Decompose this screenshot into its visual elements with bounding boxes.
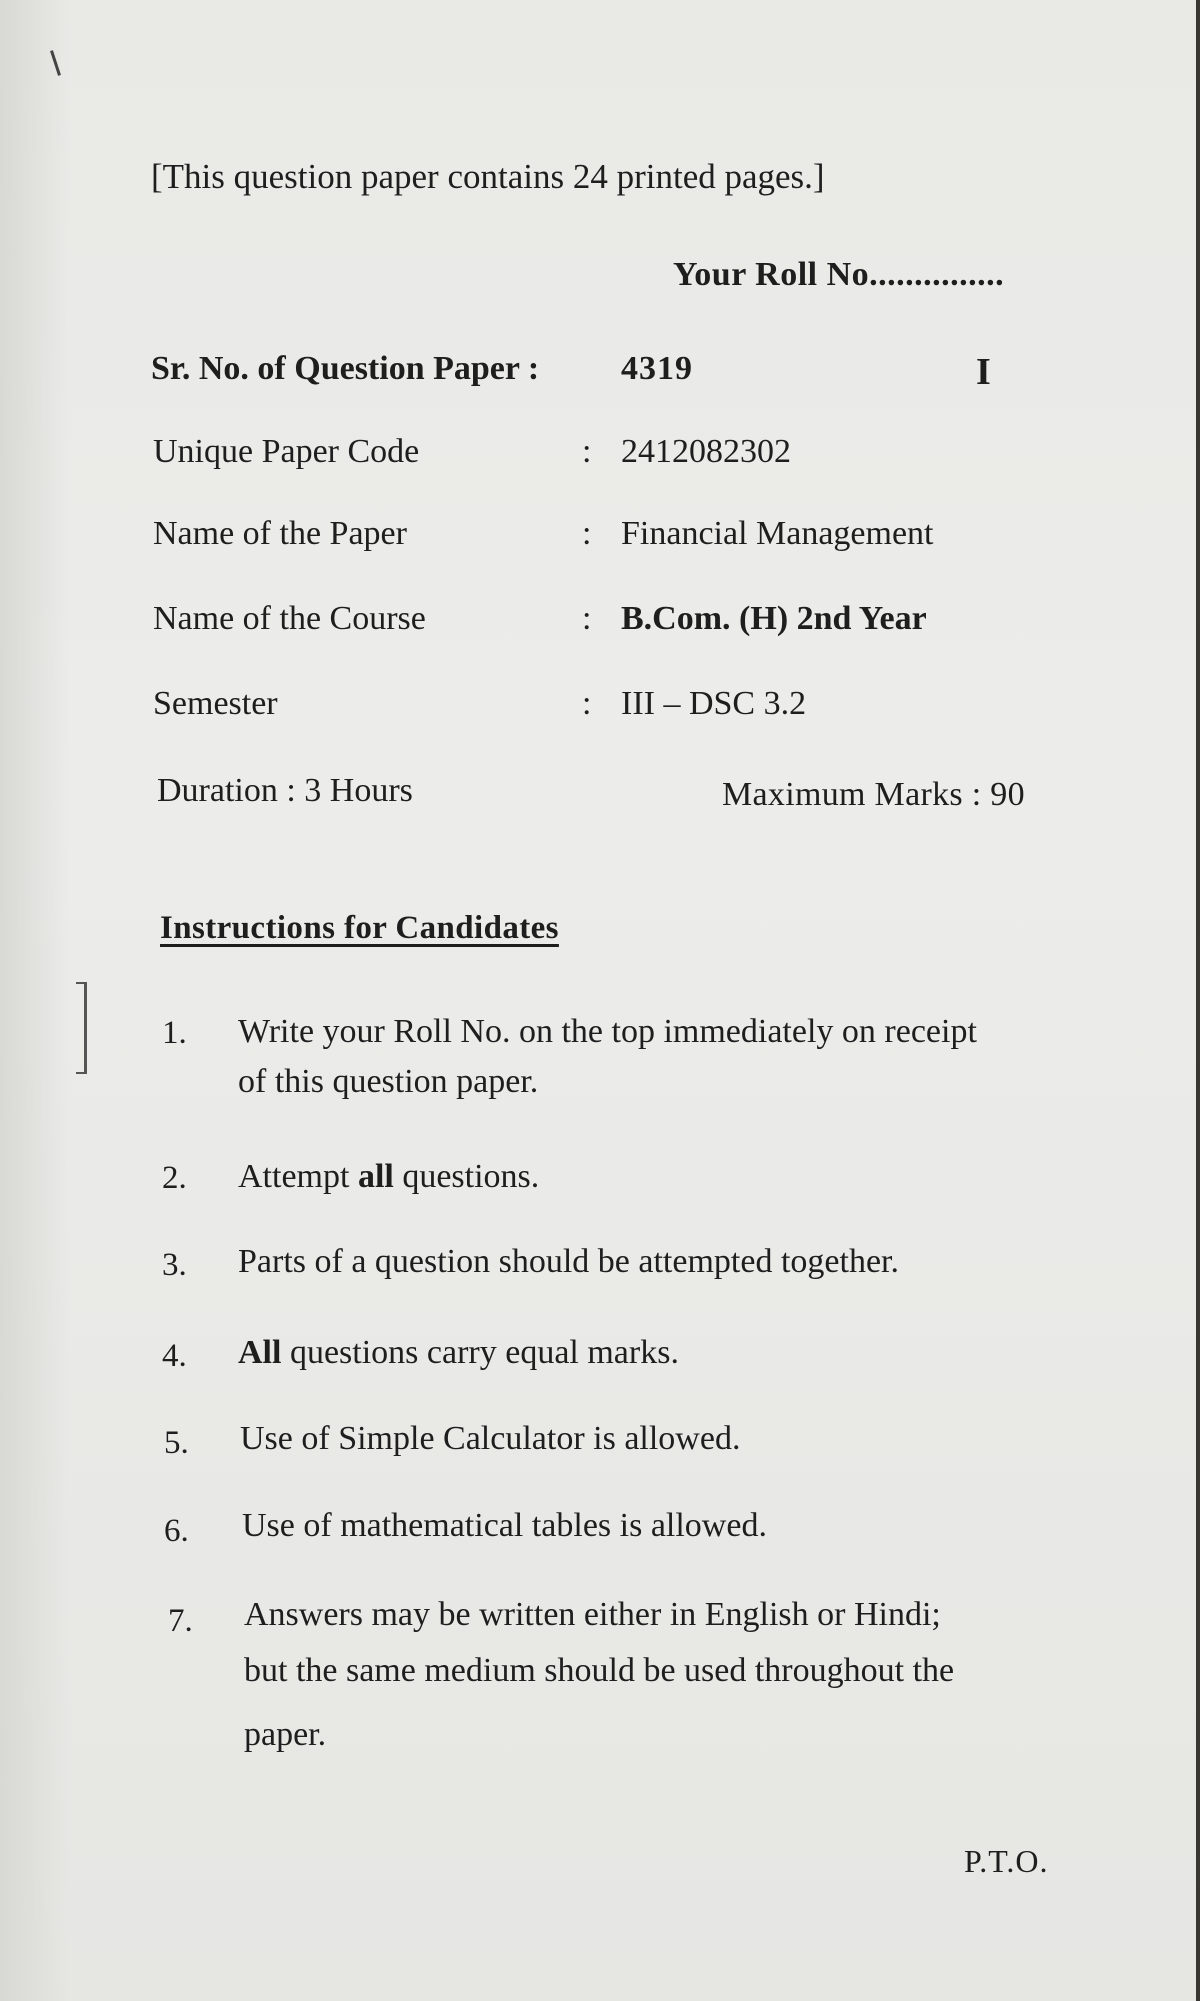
please-turn-over: P.T.O. — [964, 1843, 1049, 1879]
instruction-number: 1. — [162, 1015, 187, 1051]
separator: : — [582, 515, 592, 552]
course-label: Name of the Course — [153, 600, 426, 637]
semester-value: III – DSC 3.2 — [621, 685, 807, 722]
instruction-number: 6. — [164, 1513, 189, 1549]
instruction-text: of this question paper. — [238, 1063, 539, 1100]
roll-number-field: Your Roll No............... — [673, 256, 1005, 293]
instruction-number: 4. — [162, 1338, 187, 1374]
unique-code-value: 2412082302 — [621, 433, 791, 470]
separator: : — [582, 433, 592, 470]
paper-name-label: Name of the Paper — [153, 515, 407, 552]
pen-mark — [50, 50, 61, 76]
duration: Duration : 3 Hours — [157, 772, 413, 809]
maximum-marks: Maximum Marks : 90 — [722, 776, 1025, 813]
instructions-title: Instructions for Candidates — [160, 910, 559, 946]
separator: : — [582, 685, 592, 722]
semester-label: Semester — [153, 685, 278, 722]
instruction-text: All questions carry equal marks. — [238, 1334, 679, 1371]
instruction-text: Write your Roll No. on the top immediately on receipt — [238, 1013, 977, 1050]
instruction-number: 3. — [162, 1247, 187, 1283]
course-value: B.Com. (H) 2nd Year — [621, 600, 927, 637]
instruction-text: Answers may be written either in English or Hindi; — [244, 1596, 941, 1633]
instruction-number: 2. — [162, 1160, 187, 1196]
set-code: I — [976, 351, 991, 393]
instruction-text: Parts of a question should be attempted together. — [238, 1243, 899, 1280]
paper-name-value: Financial Management — [621, 515, 934, 552]
instruction-number: 7. — [168, 1603, 193, 1639]
instruction-text: Use of Simple Calculator is allowed. — [240, 1420, 741, 1457]
instruction-text: but the same medium should be used throughout the — [244, 1652, 955, 1689]
instruction-number: 5. — [164, 1425, 189, 1461]
instruction-text: paper. — [244, 1716, 327, 1753]
separator: : — [582, 600, 592, 637]
page-count-note: [This question paper contains 24 printed pages.] — [151, 157, 825, 196]
pen-bracket-mark — [76, 982, 87, 1074]
serial-number-value: 4319 — [621, 350, 693, 387]
instruction-text: Attempt all questions. — [238, 1158, 540, 1195]
unique-code-label: Unique Paper Code — [153, 433, 420, 470]
instruction-text: Use of mathematical tables is allowed. — [242, 1507, 767, 1544]
serial-number-label: Sr. No. of Question Paper : — [151, 350, 540, 387]
